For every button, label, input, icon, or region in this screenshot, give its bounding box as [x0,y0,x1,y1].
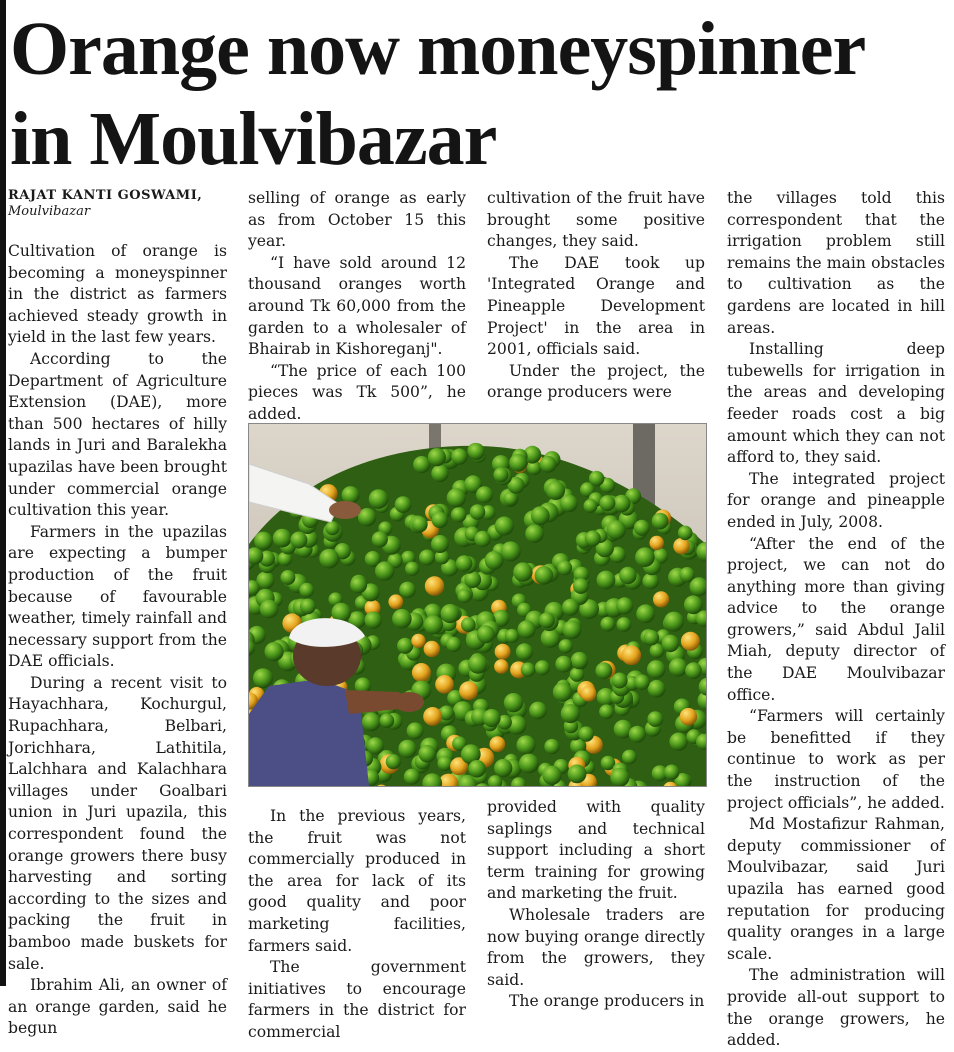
orange-fruit [562,599,579,616]
orange-fruit [585,530,601,546]
news-photo-oranges [248,423,707,787]
paragraph: “Farmers will certainly be benefitted if they continue to work as per the instruction of the project officials”, he added. [727,707,945,812]
orange-fruit [613,495,631,513]
orange-fruit [372,531,388,547]
orange-fruit [589,471,604,486]
orange-fruit [681,632,700,651]
orange-fruit [468,760,486,778]
orange-fruit [459,681,478,700]
orange-fruit [664,765,679,780]
orange-fruit [653,591,669,607]
orange-fruit [365,612,382,629]
orange-fruit [561,704,580,723]
orange-fruit [435,675,454,694]
orange-fruit [495,517,514,536]
paragraph: Ibrahim Ali, an owner of an orange garden, said he begun [8,976,227,1038]
orange-fruit [399,582,416,599]
orange-fruit [573,578,589,594]
orange-fruit [477,625,495,643]
orange-fruit [647,711,663,727]
orange-fruit [451,448,467,464]
paragraph: “After the end of the project, we can not do anything more than giving advice to the orange growers,” said Abdul Jalil Miah, deputy director of the DAE Moulvibazar office. [727,534,945,704]
orange-fruit [650,536,664,550]
orange-fruit [431,465,448,482]
orange-fruit [504,693,523,712]
orange-fruit [273,529,292,548]
paragraph: Farmers in the upazilas are expecting a bumper production of the fruit because of favourable weather, timely rainfall and necessary support from the DAE officials. [8,522,227,671]
orange-fruit [612,673,628,689]
paragraph: The government initiatives to encourage farmers in the district for commercial [248,958,466,1041]
orange-fruit [367,737,384,754]
orange-fruit [386,754,401,769]
paragraph: cultivation of the fruit have brought some positive changes, they said. [487,189,705,251]
orange-fruit [446,637,461,652]
byline [8,188,227,219]
orange-fruit [300,599,316,615]
orange-fruit [684,595,703,614]
column-2-bottom [248,806,466,1044]
orange-fruit [600,617,615,632]
orange-fruit [397,638,413,654]
orange-fruit [423,707,442,726]
orange-fruit [513,562,532,581]
orange-fruit [404,769,420,785]
orange-fruit [518,620,536,638]
orange-fruit [669,658,688,677]
orange-fruit [428,448,446,466]
orange-fruit [476,486,493,503]
orange-fruit [464,571,481,588]
orange-fruit [644,630,659,645]
orange-fruit [483,709,501,727]
orange-fruit [622,646,642,666]
orange-fruit [539,612,555,628]
column-3-top [487,188,705,404]
orange-fruit [505,629,519,643]
orange-fruit [260,600,279,619]
orange-fruit [253,668,273,688]
headline-line-1: Orange now moneyspinner [10,7,866,91]
orange-fruit [413,456,430,473]
headline [10,4,950,184]
orange-fruit [437,756,452,771]
orange-fruit [647,660,666,679]
orange-fruit [494,659,508,673]
orange-fruit [669,733,687,751]
column-3-bottom [487,797,705,1013]
paragraph: Cultivation of orange is becoming a moneyspinner in the district as farmers achieved steady growth in yield in the last few years. [8,242,227,347]
orange-fruit [599,495,615,511]
orange-fruit [619,567,636,584]
column-2-top [248,188,466,426]
orange-fruit [519,754,539,774]
orange-fruit [424,615,443,634]
orange-fruit [509,454,527,472]
orange-fruit [490,736,506,752]
orange-fruit [254,532,273,551]
orange-fruit [553,682,572,701]
orange-fruit [541,628,561,648]
orange-fruit [581,686,597,702]
paragraph: the villages told this correspondent that the irrigation problem still remains the main obstacles to cultivation as the gardens are located in hill areas. [727,189,945,337]
orange-fruit [571,652,588,669]
orange-fruit [617,617,632,632]
orange-fruit [398,740,416,758]
orange-fruit [412,663,431,682]
paragraph: provided with quality saplings and technical support including a short term training for growing and marketing the fruit. [487,798,705,903]
orange-fruit [664,612,684,632]
orange-fruit [461,617,476,632]
orange-fruit [555,656,572,673]
orange-fruit [635,547,655,567]
orange-fruit [392,609,412,629]
orange-fruit [405,562,419,576]
orange-fruit [680,708,698,726]
orange-fruit [412,516,428,532]
orange-fruit [542,766,561,785]
orange-fruit [350,576,367,593]
orange-fruit [474,531,490,547]
orange-fruit [425,576,444,595]
paragraph: Installing deep tubewells for irrigation in the areas and developing feeder roads cost a big amount which they can not afford to, they said. [727,340,945,467]
orange-fruit [299,583,314,598]
paragraph: “I have sold around 12 thousand oranges worth around Tk 60,000 from the garden to a wholesaler of Bhairab in Kishoreganj". [248,253,466,359]
orange-fruit [290,532,307,549]
orange-fruit [521,662,536,677]
orange-fruit [411,634,425,648]
orange-fruit [579,726,594,741]
orange-fruit [418,745,436,763]
paragraph: The administration will provide all-out support to the orange growers, he added. [727,966,945,1050]
orange-fruit [563,620,582,639]
orange-fruit [662,635,680,653]
orange-fruit [369,489,389,509]
paragraph: The DAE took up 'Integrated Orange and Pineapple Development Project' in the area in 2001, officials said. [487,253,705,359]
orange-fruit [557,561,572,576]
orange-fruit [456,555,473,572]
orange-fruit [470,504,486,520]
orange-fruit [494,759,512,777]
orange-fruit [634,520,650,536]
orange-fruit [678,526,693,541]
orange-fruit [531,506,550,525]
orange-fruit [380,713,395,728]
orange-fruit [468,654,488,674]
orange-fruit [616,597,633,614]
orange-fruit [535,566,554,585]
paragraph: The integrated project for orange and pineapple ended in July, 2008. [727,469,945,531]
orange-fruit [597,571,616,590]
paragraph: Under the project, the orange producers were [487,361,705,402]
orange-fruit [544,739,559,754]
orange-fruit [265,642,284,661]
orange-fruit [607,520,626,539]
orange-fruit [540,456,557,473]
orange-fruit [280,570,295,585]
orange-fruit [535,660,550,675]
orange-fruit [584,499,598,513]
orange-fruit [424,641,440,657]
paragraph: According to the Department of Agriculture Extension (DAE), more than 500 hectares of hilly lands in Juri and Baralekha upazilas have been brought under commercial orange cultivation this year. [8,349,227,520]
orange-fruit [395,496,412,513]
orange-fruit [673,538,689,554]
orange-fruit [525,524,544,543]
orange-fruit [458,589,472,603]
orange-pile-image [249,424,706,786]
orange-fruit [652,513,669,530]
orange-fruit [493,467,508,482]
paragraph: The orange producers in [509,992,705,1011]
orange-fruit [468,443,485,460]
orange-fruit [441,604,460,623]
column-4 [727,188,945,1052]
orange-fruit [501,541,521,561]
orange-fruit [432,512,448,528]
orange-fruit [447,488,466,507]
orange-fruit [516,735,535,754]
orange-fruit [325,521,339,535]
column-1 [8,241,227,1040]
paragraph: selling of orange as early as from October 15 this year. [248,189,466,251]
orange-fruit [622,750,637,765]
orange-fruit [685,662,702,679]
paragraph: “The price of each 100 pieces was Tk 500”, he added. [248,361,466,423]
orange-fruit [629,726,646,743]
orange-fruit [419,550,435,566]
orange-fruit [362,713,381,732]
left-margin-rule [0,0,6,986]
headline-line-2: in Moulvibazar [10,97,497,181]
orange-fruit [319,549,339,569]
paragraph: During a recent visit to Hayachhara, Kochurgul, Rupachhara, Belbari, Jorichhara, Lathitila, Lalchhara and Kalachhara villages under Goalbari union in Juri upazila, this correspondent found the orange growers there busy harvesting and sorting according to the sizes and packing the fruit in bamboo made buskets for sale. [8,673,227,973]
orange-fruit [636,604,655,623]
orange-fruit [595,662,612,679]
orange-fruit [495,644,511,660]
orange-fruit [451,507,466,522]
paragraph: Wholesale traders are now buying orange directly from the growers, they said. [487,905,705,989]
orange-fruit [634,675,649,690]
orange-fruit [560,495,578,513]
byline-author: RAJAT KANTI GOSWAMI, [8,188,203,203]
orange-fruit [643,573,659,589]
orange-fruit [546,481,565,500]
orange-fruit [570,667,584,681]
orange-fruit [407,722,424,739]
orange-fruit [529,702,547,720]
byline-location: Moulvibazar [8,204,91,219]
orange-fruit [431,535,449,553]
paragraph: Md Mostafizur Rahman, deputy commissioner of Moulvibazar, said Juri upazila has earned good reputation for producing quality oranges in a large scale. [727,815,945,963]
orange-fruit [516,643,533,660]
orange-fruit [388,594,403,609]
orange-fruit [648,680,666,698]
orange-fruit [559,639,573,653]
orange-fruit [599,704,614,719]
paragraph: In the previous years, the fruit was not commercially produced in the area for lack of its good quality and poor marketing facilities, farmers said. [248,807,466,955]
orange-fruit [375,561,394,580]
orange-fruit [568,765,587,784]
orange-fruit [485,551,504,570]
